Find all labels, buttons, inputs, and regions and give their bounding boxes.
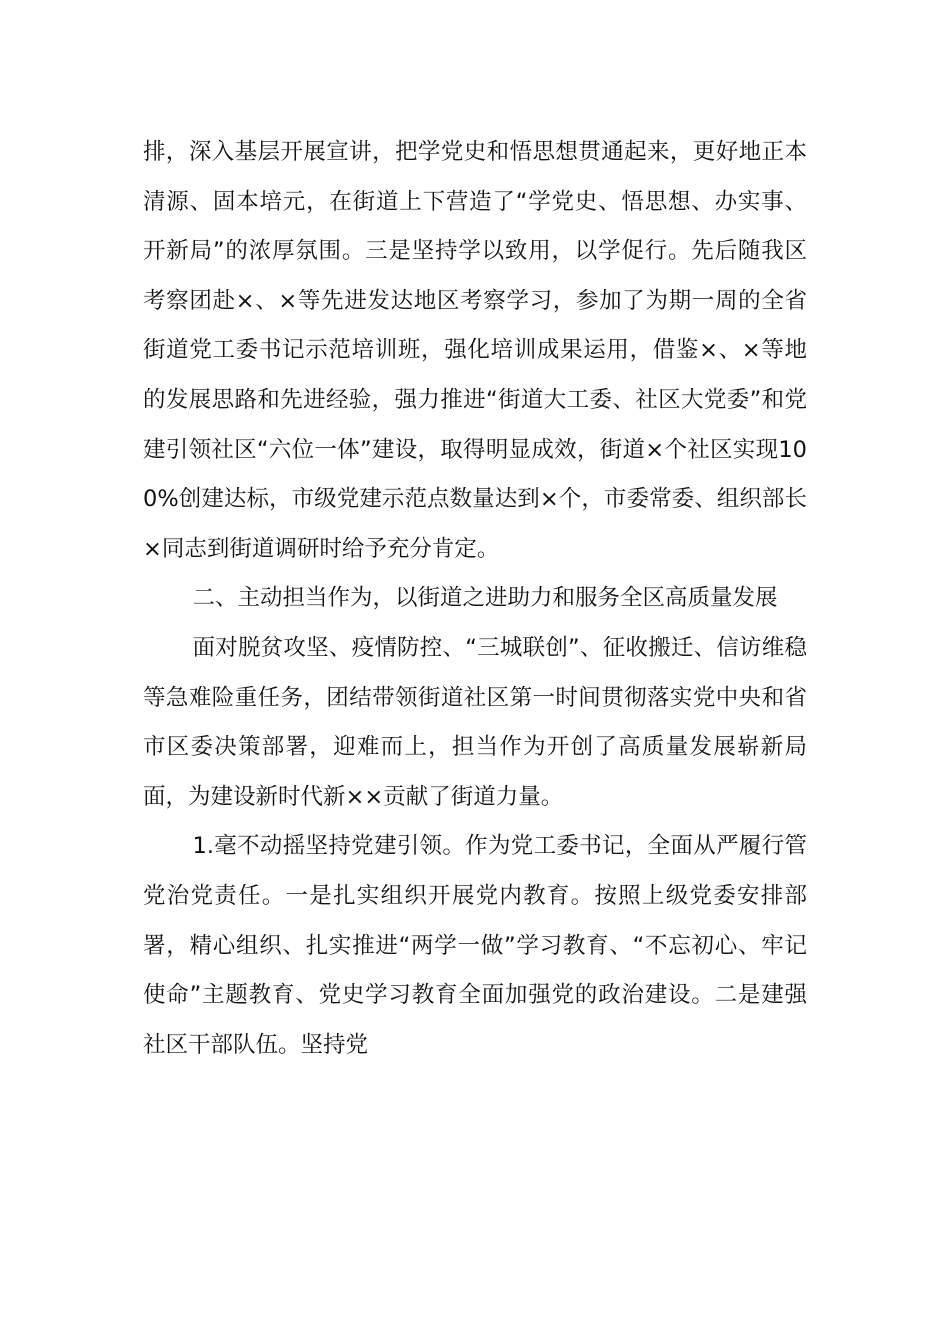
- paragraph-study-practice: 排，深入基层开展宣讲，把学党史和悟思想贯通起来，更好地正本清源、固本培元，在街道上下营造了“学党史、悟思想、办实事、开新局”的浓厚氛围。三是坚持学以致用，以学促行。先后随我区考察团赴×、×等先进发达地区考察学习，参加了为期一周的全省街道党工委书记示范培训班，强化培训成果运用，借鉴×、×等地的发展思路和先进经验，强力推进“街道大工委、社区大党委”和党建引领社区“六位一体”建设，取得明显成效，街道×个社区实现100%创建达标，市级党建示范点数量达到×个，市委常委、组织部长×同志到街道调研时给予充分肯定。: [143, 139, 807, 562]
- paragraph-party-building: 1.毫不动摇坚持党建引领。作为党工委书记，全面从严履行管党治党责任。一是扎实组织开展党内教育。按照上级党委安排部署，精心组织、扎实推进“两学一做”学习教育、“不忘初心、牢记使命”主题教育、党史学习教育全面加强党的政治建设。二是建强社区干部队伍。坚持党: [143, 833, 807, 1058]
- document-body: [143, 128, 807, 1070]
- paragraph-tasks: 面对脱贫攻坚、疫情防控、“三城联创”、征收搬迁、信访维稳等急难险重任务，团结带领街道社区第一时间贯彻落实党中央和省市区委决策部署，迎难而上，担当作为开创了高质量发展崭新局面，为建设新时代新××贡献了街道力量。: [143, 634, 807, 810]
- section-heading-two: 二、主动担当作为，以街道之进助力和服务全区高质量发展: [192, 585, 778, 612]
